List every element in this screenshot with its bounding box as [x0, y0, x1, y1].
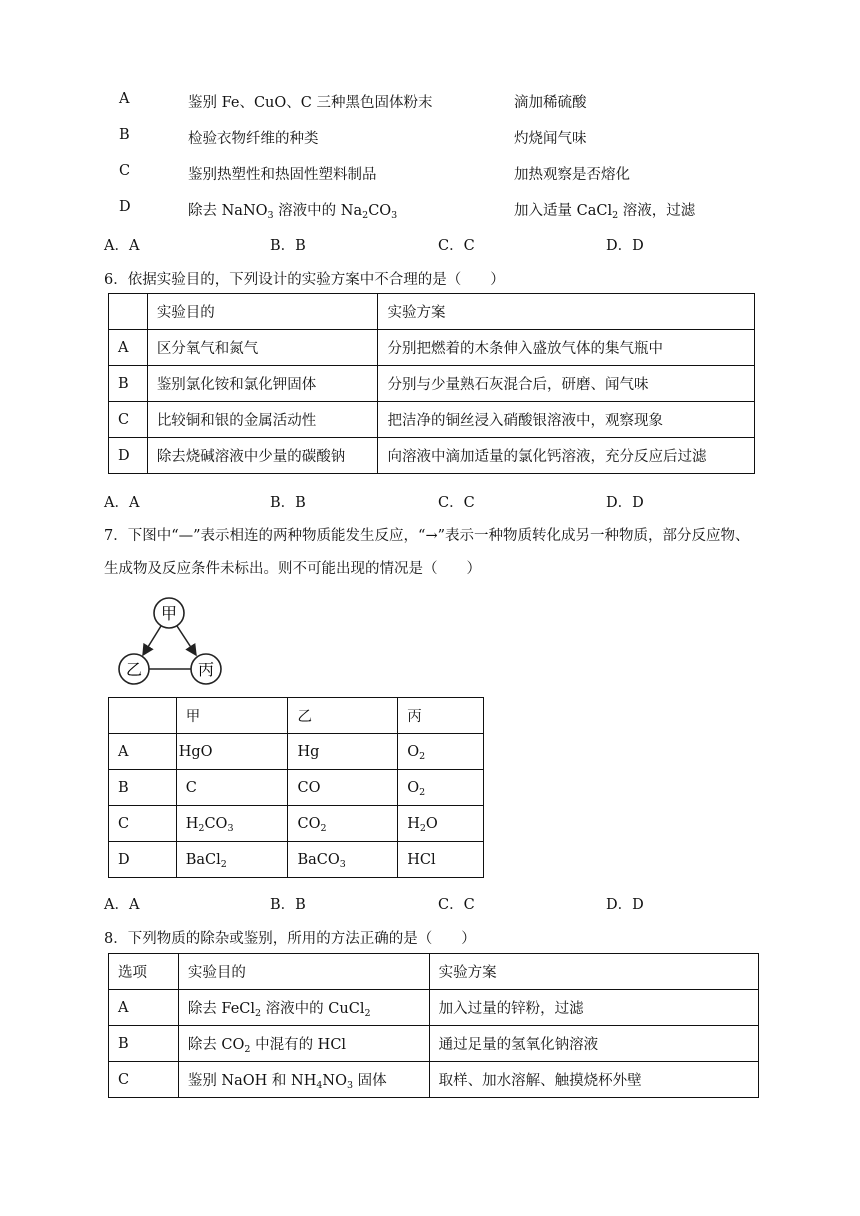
table-cell: Hg [288, 734, 398, 770]
table-cell: C [176, 770, 288, 806]
q5-row-method: 加热观察是否熔化 [514, 167, 630, 183]
option-a[interactable]: A．A [104, 897, 140, 913]
reaction-diagram-svg [110, 594, 240, 694]
table-cell: $CO_2$ [288, 806, 398, 842]
q5-row-label: D [119, 199, 131, 215]
q7-stem-line1: 7．下图中“—”表示相连的两种物质能发生反应，“→”表示一种物质转化成另一种物质，部分反应物、 [104, 528, 750, 544]
header-cell: 乙 [288, 698, 398, 734]
table-cell: A [109, 734, 177, 770]
node-right-label: 丙 [197, 660, 215, 679]
table-cell: 取样、加水溶解、触摸烧杯外壁 [429, 1062, 758, 1098]
option-b[interactable]: B．B [270, 495, 306, 511]
table-cell: C [109, 1062, 179, 1098]
table-cell: $H_2O$ [398, 806, 484, 842]
q5-row-purpose: 鉴别 Fe、CuO、C 三种黑色固体粉末 [188, 95, 433, 111]
table-row [109, 438, 755, 474]
table-cell: $O_2$ [398, 734, 484, 770]
q5-row-purpose: 鉴别热塑性和热固性塑料制品 [188, 167, 377, 183]
header-cell: 甲 [176, 698, 288, 734]
option-a[interactable]: A．A [104, 495, 140, 511]
table-cell: B [109, 366, 148, 402]
option-d[interactable]: D．D [606, 238, 644, 254]
table-cell: 鉴别 NaOH 和 $NH_4NO_3$ 固体 [178, 1062, 429, 1098]
table-cell: HgO [176, 734, 288, 770]
table-cell: 除去 FeCl$_2$ 溶液中的 CuCl$_2$ [178, 990, 429, 1026]
option-d[interactable]: D．D [606, 897, 644, 913]
header-cell [109, 294, 148, 330]
table-header-row [109, 954, 759, 990]
table-cell: 除去 $CO_2$ 中混有的 HCl [178, 1026, 429, 1062]
q5-row-label: A [119, 91, 130, 107]
q5-options [104, 234, 664, 254]
table-cell: 鉴别氯化铵和氯化钾固体 [147, 366, 378, 402]
q7-stem-line2: 生成物及反应条件未标出。则不可能出现的情况是（ ） [104, 561, 481, 577]
option-a[interactable]: A．A [104, 238, 140, 254]
table-cell: D [109, 438, 148, 474]
table-row [109, 990, 759, 1026]
table-cell: D [109, 842, 177, 878]
q5-row-label: B [119, 127, 130, 143]
table-header-row [109, 698, 484, 734]
header-cell: 实验方案 [429, 954, 758, 990]
q5-row-label: C [119, 163, 131, 179]
header-cell: 实验方案 [378, 294, 755, 330]
table-cell: B [109, 770, 177, 806]
header-cell: 实验目的 [178, 954, 429, 990]
q8-table [108, 953, 759, 1098]
table-cell: 向溶液中滴加适量的氯化钙溶液，充分反应后过滤 [378, 438, 755, 474]
q6-stem: 6．依据实验目的，下列设计的实验方案中不合理的是（ ） [104, 272, 505, 288]
table-cell: 比较铜和银的金属活动性 [147, 402, 378, 438]
q5-row-method: 加入适量 CaCl$_2$ 溶液，过滤 [514, 203, 696, 221]
q7-table [108, 697, 484, 878]
q5-row-purpose: 检验衣物纤维的种类 [188, 131, 319, 147]
table-row [109, 1026, 759, 1062]
table-row [109, 330, 755, 366]
arrow-top-to-right [177, 626, 196, 655]
table-row [109, 366, 755, 402]
arrow-top-to-left [143, 626, 161, 655]
q6-options [104, 491, 664, 511]
option-c[interactable]: C．C [438, 897, 475, 913]
table-cell: 除去烧碱溶液中少量的碳酸钠 [147, 438, 378, 474]
table-cell: 区分氧气和氮气 [147, 330, 378, 366]
table-cell: HCl [398, 842, 484, 878]
table-row [109, 806, 484, 842]
option-d[interactable]: D．D [606, 495, 644, 511]
table-cell: BaCl$_2$ [176, 842, 288, 878]
q5-row-method: 滴加稀硫酸 [514, 95, 587, 111]
q8-stem: 8．下列物质的除杂或鉴别，所用的方法正确的是（ ） [104, 931, 476, 947]
table-row [109, 1062, 759, 1098]
q7-options [104, 893, 664, 913]
reaction-diagram [110, 594, 240, 694]
table-cell: 加入过量的锌粉，过滤 [429, 990, 758, 1026]
table-cell: 把洁净的铜丝浸入硝酸银溶液中，观察现象 [378, 402, 755, 438]
table-cell: BaCO$_3$ [288, 842, 398, 878]
option-b[interactable]: B．B [270, 897, 306, 913]
q5-row-purpose: 除去 NaNO$_3$ 溶液中的 $Na_2CO_3$ [188, 203, 398, 221]
table-cell: A [109, 330, 148, 366]
header-cell: 选项 [109, 954, 179, 990]
option-c[interactable]: C．C [438, 495, 475, 511]
table-cell: $H_2CO_3$ [176, 806, 288, 842]
table-cell: 通过足量的氢氧化钠溶液 [429, 1026, 758, 1062]
option-b[interactable]: B．B [270, 238, 306, 254]
table-cell: C [109, 806, 177, 842]
table-cell: 分别把燃着的木条伸入盛放气体的集气瓶中 [378, 330, 755, 366]
q5-row-method: 灼烧闻气味 [514, 131, 587, 147]
option-c[interactable]: C．C [438, 238, 475, 254]
table-cell: CO [288, 770, 398, 806]
table-header-row [109, 294, 755, 330]
node-top-label: 甲 [160, 604, 178, 623]
table-row [109, 402, 755, 438]
header-cell: 丙 [398, 698, 484, 734]
table-row [109, 734, 484, 770]
q6-table [108, 293, 755, 474]
table-cell: B [109, 1026, 179, 1062]
header-cell [109, 698, 177, 734]
table-cell: $O_2$ [398, 770, 484, 806]
header-cell: 实验目的 [147, 294, 378, 330]
node-left-label: 乙 [125, 660, 143, 679]
table-row [109, 842, 484, 878]
table-cell: 分别与少量熟石灰混合后，研磨、闻气味 [378, 366, 755, 402]
table-cell: C [109, 402, 148, 438]
table-cell: A [109, 990, 179, 1026]
table-row [109, 770, 484, 806]
